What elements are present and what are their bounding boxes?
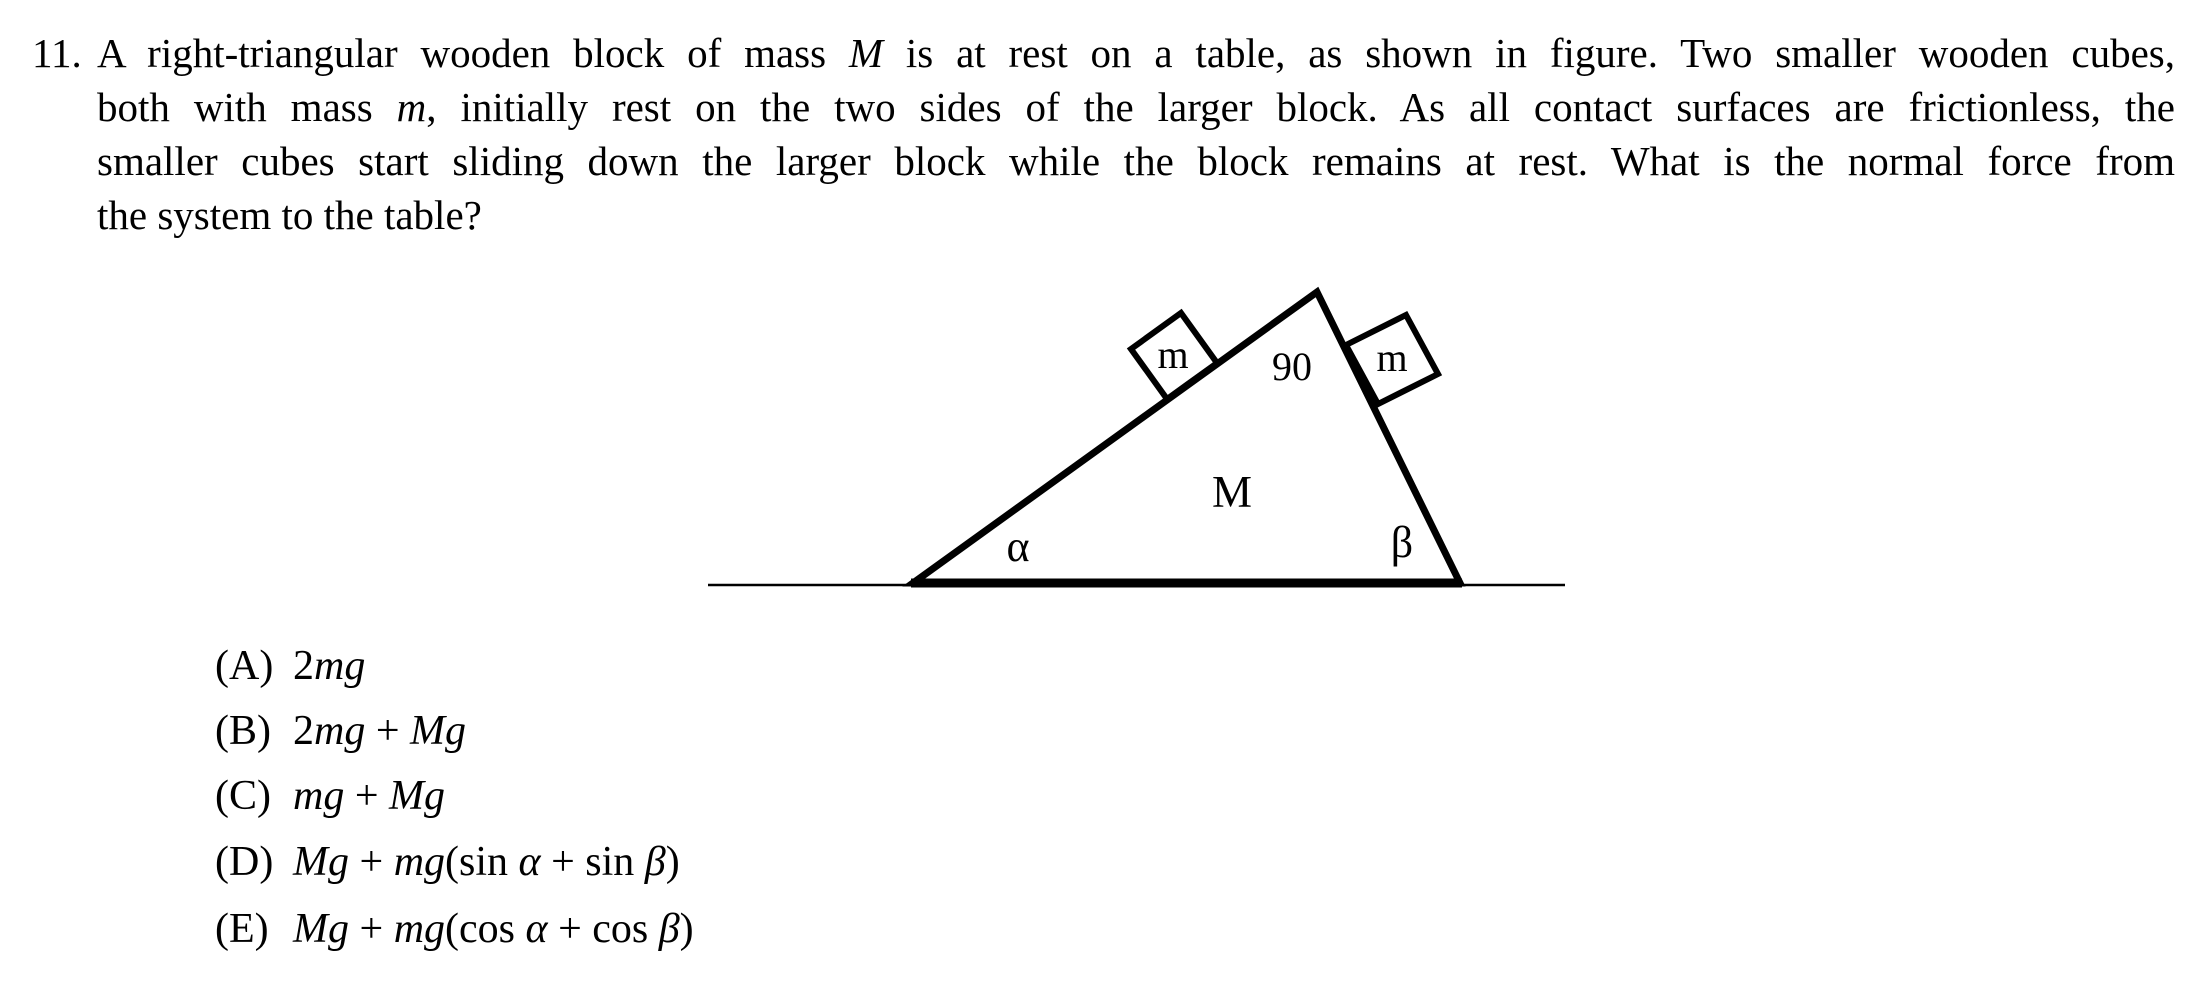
problem-line-3: smaller cubes start sliding down the larger block while the block remains at rest. What is the normal force from [97,138,2175,184]
problem-number: 11. [32,30,82,76]
option-b-label: (B) [215,708,271,754]
option-c-label: (C) [215,773,271,819]
option-a-formula: 2mg [293,643,366,689]
option-c [215,773,445,820]
right-base-angle-label: β [1390,518,1414,567]
option-c-formula: mg + Mg [293,773,446,819]
option-a-label: (A) [215,643,274,689]
option-e-formula: Mg + mg(cos α + cos β) [293,906,694,952]
problem-line-1: A right-triangular wooden block of mass M is at rest on a table, as shown in figure. Two smaller wooden cubes, [97,30,2175,76]
cube-right-mass-label: m [1376,335,1408,380]
option-b-formula: 2mg + Mg [293,708,467,754]
problem-line-4: the system to the table? [97,192,482,238]
option-d [215,839,680,886]
option-a [215,643,365,690]
problem-line-2: both with mass m, initially rest on the two sides of the larger block. As all contact surfaces are frictionless, the [97,84,2175,130]
option-e [215,906,694,953]
option-d-formula: Mg + mg(sin α + sin β) [293,839,680,885]
option-b [215,708,466,755]
apex-angle-label: 90 [1272,344,1312,389]
left-base-angle-label: α [1006,522,1030,571]
block-mass-label: M [1211,467,1253,517]
cube-left-mass-label: m [1157,332,1189,377]
option-d-label: (D) [215,839,274,885]
option-e-label: (E) [215,906,269,952]
